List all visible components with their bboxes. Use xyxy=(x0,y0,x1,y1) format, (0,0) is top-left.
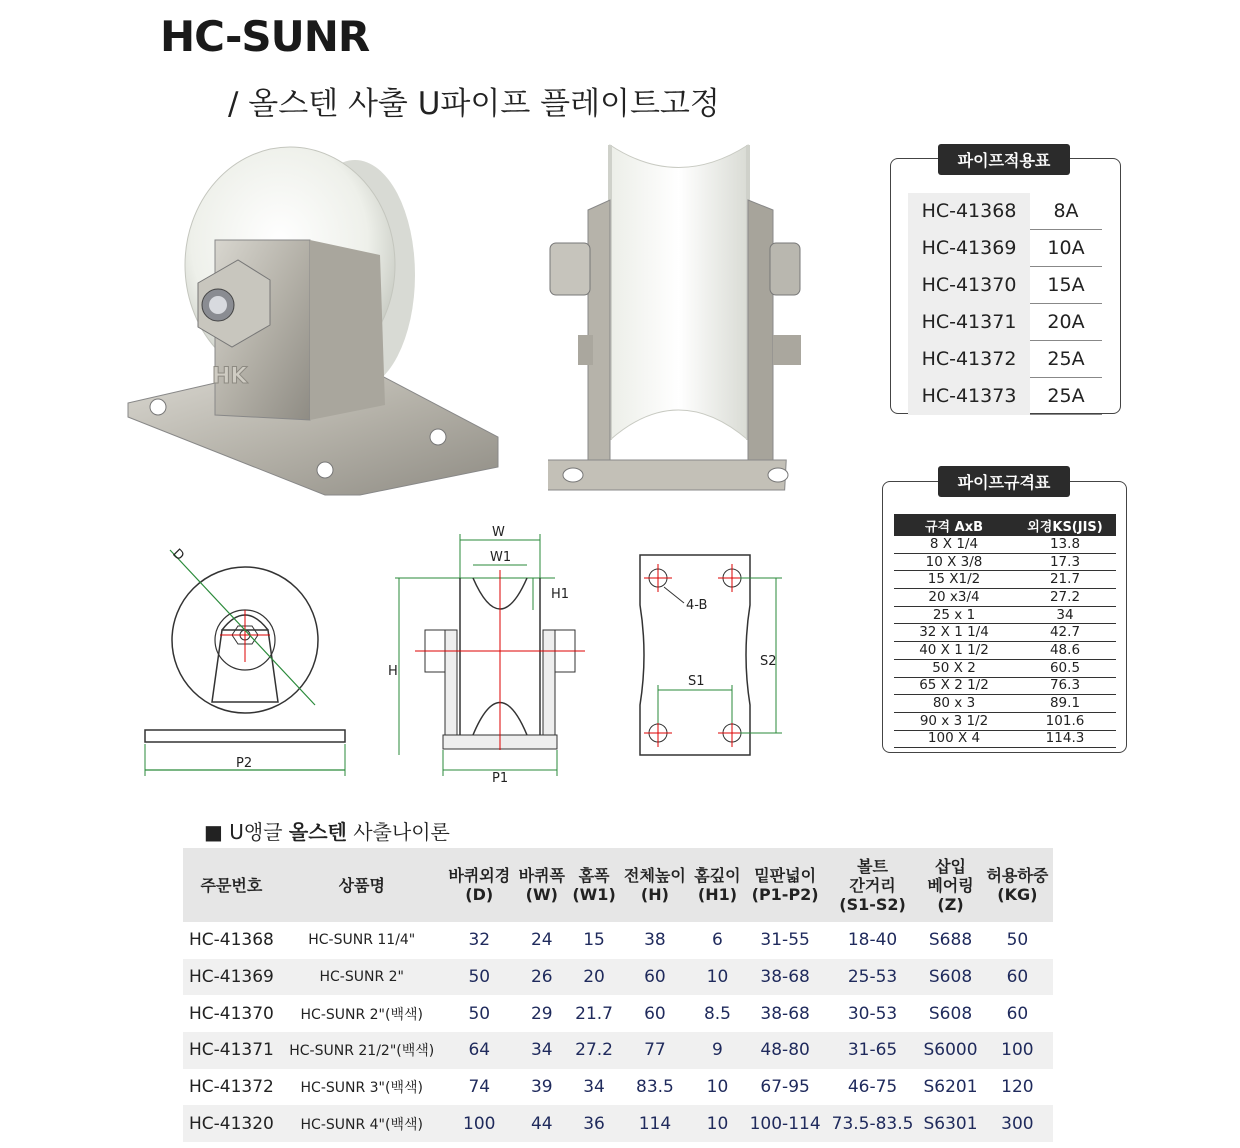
spec-column-header: 삽입 베어링 (Z) xyxy=(919,848,981,922)
pipe-spec-row xyxy=(894,571,1116,589)
pipe-spec-od: 60.5 xyxy=(1014,659,1116,677)
pipe-fit-size: 20A xyxy=(1030,304,1102,341)
order-number-cell: HC-41372 xyxy=(183,1069,280,1106)
order-number-cell: HC-41369 xyxy=(183,959,280,996)
spec-cell: 44 xyxy=(515,1105,569,1142)
pipe-fit-code: HC-41368 xyxy=(908,193,1030,230)
product-spec-table xyxy=(183,848,1053,1142)
order-number-cell: HC-41371 xyxy=(183,1032,280,1069)
spec-cell: 36 xyxy=(569,1105,620,1142)
product-photo-angled xyxy=(120,145,505,510)
spec-cell: 46-75 xyxy=(826,1069,919,1106)
pipe-spec-size: 40 X 1 1/2 xyxy=(894,642,1014,660)
spec-cell: 67-95 xyxy=(744,1069,825,1106)
spec-cell: 32 xyxy=(444,922,515,959)
spec-cell: S608 xyxy=(919,995,981,1032)
pipe-fit-size: 25A xyxy=(1030,341,1102,378)
order-number-cell: HC-41368 xyxy=(183,922,280,959)
pipe-spec-od: 34 xyxy=(1014,606,1116,624)
dim-w1-label: W1 xyxy=(490,550,512,565)
pipe-spec-size: 32 X 1 1/4 xyxy=(894,624,1014,642)
pipe-spec-od: 27.2 xyxy=(1014,589,1116,607)
dim-s2-label: S2 xyxy=(760,654,777,669)
product-title: HC-SUNR xyxy=(160,12,370,61)
section-suffix: 사출나이론 xyxy=(353,820,450,844)
spec-cell: 74 xyxy=(444,1069,515,1106)
pipe-spec-od: 48.6 xyxy=(1014,642,1116,660)
product-name-cell: HC-SUNR 2" xyxy=(280,959,444,996)
pipe-spec-od: 101.6 xyxy=(1014,712,1116,730)
pipe-fit-code: HC-41372 xyxy=(908,341,1030,378)
pipe-spec-table xyxy=(894,514,1116,748)
spec-cell: 48-80 xyxy=(744,1032,825,1069)
spec-cell: 120 xyxy=(982,1069,1053,1106)
pipe-fit-code: HC-41371 xyxy=(908,304,1030,341)
table-row xyxy=(183,1069,1053,1106)
spec-column-header: 주문번호 xyxy=(183,848,280,922)
pipe-spec-row xyxy=(894,695,1116,713)
pipe-spec-row xyxy=(894,536,1116,553)
pipe-spec-od: 76.3 xyxy=(1014,677,1116,695)
spec-cell: 21.7 xyxy=(569,995,620,1032)
spec-column-header: 상품명 xyxy=(280,848,444,922)
pipe-spec-row xyxy=(894,730,1116,748)
plate-drawing xyxy=(630,545,790,770)
spec-cell: 100 xyxy=(982,1032,1053,1069)
pipe-spec-row xyxy=(894,659,1116,677)
spec-cell: 100 xyxy=(444,1105,515,1142)
spec-cell: 50 xyxy=(444,995,515,1032)
pipe-spec-size: 80 x 3 xyxy=(894,695,1014,713)
spec-cell: 114 xyxy=(619,1105,690,1142)
spec-column-header: 전체높이 (H) xyxy=(619,848,690,922)
spec-cell: 73.5-83.5 xyxy=(826,1105,919,1142)
pipe-spec-od: 42.7 xyxy=(1014,624,1116,642)
spec-cell: 50 xyxy=(444,959,515,996)
pipe-fit-code: HC-41373 xyxy=(908,378,1030,415)
pipe-spec-title: 파이프규격표 xyxy=(938,466,1070,497)
pipe-spec-size: 50 X 2 xyxy=(894,659,1014,677)
spec-cell: S608 xyxy=(919,959,981,996)
spec-column-header: 홈깊이 (H1) xyxy=(691,848,745,922)
side-view-drawing xyxy=(140,540,355,780)
spec-cell: 60 xyxy=(619,995,690,1032)
dim-s1-label: S1 xyxy=(688,674,705,689)
pipe-fit-size: 10A xyxy=(1030,230,1102,267)
spec-cell: S688 xyxy=(919,922,981,959)
pipe-spec-size: 25 x 1 xyxy=(894,606,1014,624)
spec-cell: 24 xyxy=(515,922,569,959)
table-row xyxy=(183,995,1053,1032)
pipe-fit-size: 15A xyxy=(1030,267,1102,304)
spec-cell: 34 xyxy=(515,1032,569,1069)
dim-d-label: D xyxy=(169,546,187,564)
pipe-fit-code: HC-41369 xyxy=(908,230,1030,267)
pipe-spec-row xyxy=(894,589,1116,607)
pipe-fit-row xyxy=(908,341,1102,378)
dim-h1-label: H1 xyxy=(551,587,570,602)
spec-cell: 8.5 xyxy=(691,995,745,1032)
product-name-cell: HC-SUNR 2"(백색) xyxy=(280,995,444,1032)
spec-column-header: 바퀴외경 (D) xyxy=(444,848,515,922)
pipe-spec-od: 13.8 xyxy=(1014,536,1116,553)
section-bullet: ■ xyxy=(204,820,223,844)
spec-cell: 60 xyxy=(982,995,1053,1032)
spec-cell: 39 xyxy=(515,1069,569,1106)
spec-column-header: 바퀴폭 (W) xyxy=(515,848,569,922)
dim-p1-label: P1 xyxy=(492,771,509,786)
pipe-spec-od: 17.3 xyxy=(1014,553,1116,571)
product-name-cell: HC-SUNR 11/4" xyxy=(280,922,444,959)
product-photo-front xyxy=(548,140,813,500)
spec-cell: 10 xyxy=(691,959,745,996)
pipe-spec-size: 10 X 3/8 xyxy=(894,553,1014,571)
pipe-fit-row xyxy=(908,230,1102,267)
spec-cell: 83.5 xyxy=(619,1069,690,1106)
spec-cell: 18-40 xyxy=(826,922,919,959)
spec-column-header: 허용하중 (KG) xyxy=(982,848,1053,922)
pipe-fit-code: HC-41370 xyxy=(908,267,1030,304)
spec-cell: 29 xyxy=(515,995,569,1032)
dim-w-label: W xyxy=(492,525,505,540)
spec-cell: 60 xyxy=(619,959,690,996)
pipe-spec-row xyxy=(894,553,1116,571)
front-view-drawing xyxy=(385,520,600,790)
dim-p2-label: P2 xyxy=(236,756,253,771)
spec-cell: 25-53 xyxy=(826,959,919,996)
product-name-cell: HC-SUNR 3"(백색) xyxy=(280,1069,444,1106)
table-row xyxy=(183,1105,1053,1142)
section-prefix: U앵글 xyxy=(229,820,283,844)
pipe-fit-row xyxy=(908,378,1102,415)
pipe-spec-row xyxy=(894,642,1116,660)
spec-cell: S6201 xyxy=(919,1069,981,1106)
spec-cell: 30-53 xyxy=(826,995,919,1032)
spec-cell: 38-68 xyxy=(744,959,825,996)
spec-cell: 26 xyxy=(515,959,569,996)
spec-cell: 34 xyxy=(569,1069,620,1106)
spec-cell: 31-55 xyxy=(744,922,825,959)
spec-cell: 10 xyxy=(691,1105,745,1142)
hk-logo: HK xyxy=(212,364,248,389)
order-number-cell: HC-41370 xyxy=(183,995,280,1032)
pipe-fit-table xyxy=(908,193,1102,415)
dim-h-label: H xyxy=(388,664,398,679)
spec-cell: 31-65 xyxy=(826,1032,919,1069)
pipe-fit-row xyxy=(908,193,1102,230)
table-row xyxy=(183,959,1053,996)
pipe-fit-size: 8A xyxy=(1030,193,1102,230)
spec-cell: S6301 xyxy=(919,1105,981,1142)
pipe-fit-size: 25A xyxy=(1030,378,1102,415)
pipe-spec-od: 21.7 xyxy=(1014,571,1116,589)
spec-cell: 64 xyxy=(444,1032,515,1069)
spec-cell: 6 xyxy=(691,922,745,959)
pipe-spec-size: 90 x 3 1/2 xyxy=(894,712,1014,730)
section-label xyxy=(204,816,450,845)
pipe-spec-row xyxy=(894,606,1116,624)
spec-cell: 300 xyxy=(982,1105,1053,1142)
pipe-fit-title: 파이프적용표 xyxy=(938,144,1070,175)
spec-column-header: 밑판넓이 (P1-P2) xyxy=(744,848,825,922)
product-name-cell: HC-SUNR 21/2"(백색) xyxy=(280,1032,444,1069)
spec-cell: 100-114 xyxy=(744,1105,825,1142)
pipe-spec-size: 100 X 4 xyxy=(894,730,1014,748)
spec-header-size: 규격 AxB xyxy=(894,514,1014,536)
spec-column-header: 볼트 간거리 (S1-S2) xyxy=(826,848,919,922)
spec-column-header: 홈폭 (W1) xyxy=(569,848,620,922)
spec-cell: 38-68 xyxy=(744,995,825,1032)
product-name-cell: HC-SUNR 4"(백색) xyxy=(280,1105,444,1142)
spec-cell: S6000 xyxy=(919,1032,981,1069)
pipe-spec-size: 15 X1/2 xyxy=(894,571,1014,589)
pipe-spec-row xyxy=(894,712,1116,730)
spec-cell: 50 xyxy=(982,922,1053,959)
spec-cell: 27.2 xyxy=(569,1032,620,1069)
section-bold: 올스텐 xyxy=(288,820,347,844)
pipe-spec-size: 65 X 2 1/2 xyxy=(894,677,1014,695)
pipe-spec-row xyxy=(894,677,1116,695)
dim-4b-label: 4-B xyxy=(686,598,708,613)
product-subtitle: / 올스텐 사출 U파이프 플레이트고정 xyxy=(228,86,720,122)
pipe-spec-size: 20 x3/4 xyxy=(894,589,1014,607)
spec-cell: 77 xyxy=(619,1032,690,1069)
pipe-fit-row xyxy=(908,267,1102,304)
spec-cell: 15 xyxy=(569,922,620,959)
spec-cell: 9 xyxy=(691,1032,745,1069)
table-row xyxy=(183,922,1053,959)
spec-cell: 60 xyxy=(982,959,1053,996)
table-row xyxy=(183,1032,1053,1069)
spec-cell: 38 xyxy=(619,922,690,959)
pipe-spec-row xyxy=(894,624,1116,642)
spec-cell: 10 xyxy=(691,1069,745,1106)
order-number-cell: HC-41320 xyxy=(183,1105,280,1142)
pipe-spec-od: 114.3 xyxy=(1014,730,1116,748)
spec-cell: 20 xyxy=(569,959,620,996)
pipe-spec-size: 8 X 1/4 xyxy=(894,536,1014,553)
pipe-spec-od: 89.1 xyxy=(1014,695,1116,713)
pipe-fit-row xyxy=(908,304,1102,341)
spec-header-od: 외경KS(JIS) xyxy=(1014,514,1116,536)
